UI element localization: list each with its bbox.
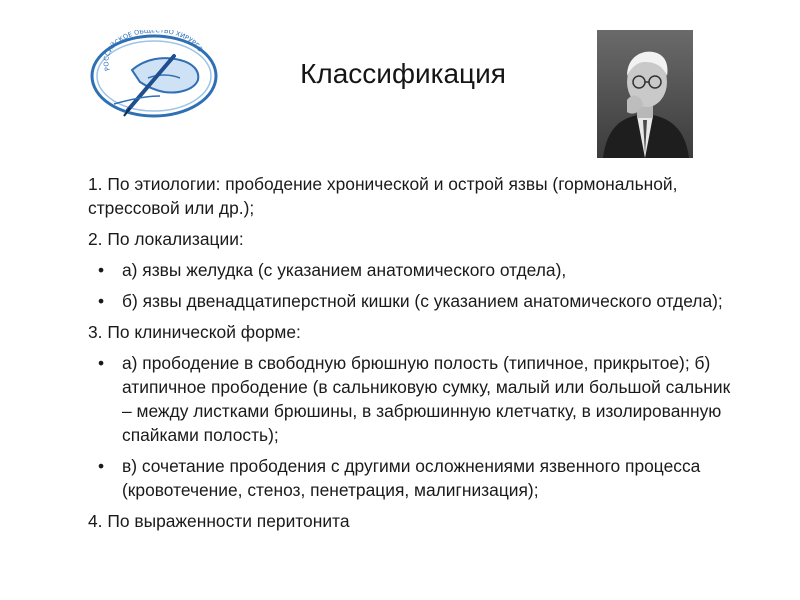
society-logo: [88, 30, 220, 122]
portrait-photo: [597, 30, 693, 158]
item-peritonitis: 4. По выраженности перитонита: [88, 511, 350, 531]
bullet-text-complications: в) сочетание прободения с другими осложнениями язвенного процесса (кровотечение, стеноз, пенетрация, малигнизация);: [122, 456, 701, 500]
classification-content: [88, 172, 738, 540]
bullet-marker: •: [98, 291, 105, 311]
item-etiology: 1. По этиологии: прободение хронической и острой язвы (гормональной, стрессовой или др.);: [88, 174, 678, 218]
hand-pen-logo-icon: [88, 30, 220, 122]
bullet-marker: •: [98, 456, 105, 476]
bullet-marker: •: [98, 353, 105, 373]
bullet-item: [88, 454, 738, 502]
bullet-text-duodenum: б) язвы двенадцатиперстной кишки (с указанием анатомического отдела);: [122, 291, 723, 311]
bullet-item: [88, 289, 738, 313]
person-portrait-icon: [597, 30, 693, 158]
slide-title: Классификация: [300, 58, 506, 89]
bullet-text-perforation-types: а) прободение в свободную брюшную полость (типичное, прикрытое); б) атипичное прободение (в сальниковую сумку, малый или большой сальник – между листками брюшины, в забрюшинную клетчатку, в изолированную спайками полость);: [122, 353, 731, 445]
bullet-item: [88, 258, 738, 282]
item-clinical-form: 3. По клинической форме:: [88, 322, 301, 342]
logo-text: РОССИЙСКОЕ ОБЩЕСТВО ХИРУРГО: [102, 30, 205, 72]
bullet-marker: •: [98, 260, 105, 280]
bullet-text-stomach: а) язвы желудка (с указанием анатомического отдела),: [122, 260, 567, 280]
bullet-item: [88, 351, 738, 447]
item-localization: 2. По локализации:: [88, 229, 244, 249]
